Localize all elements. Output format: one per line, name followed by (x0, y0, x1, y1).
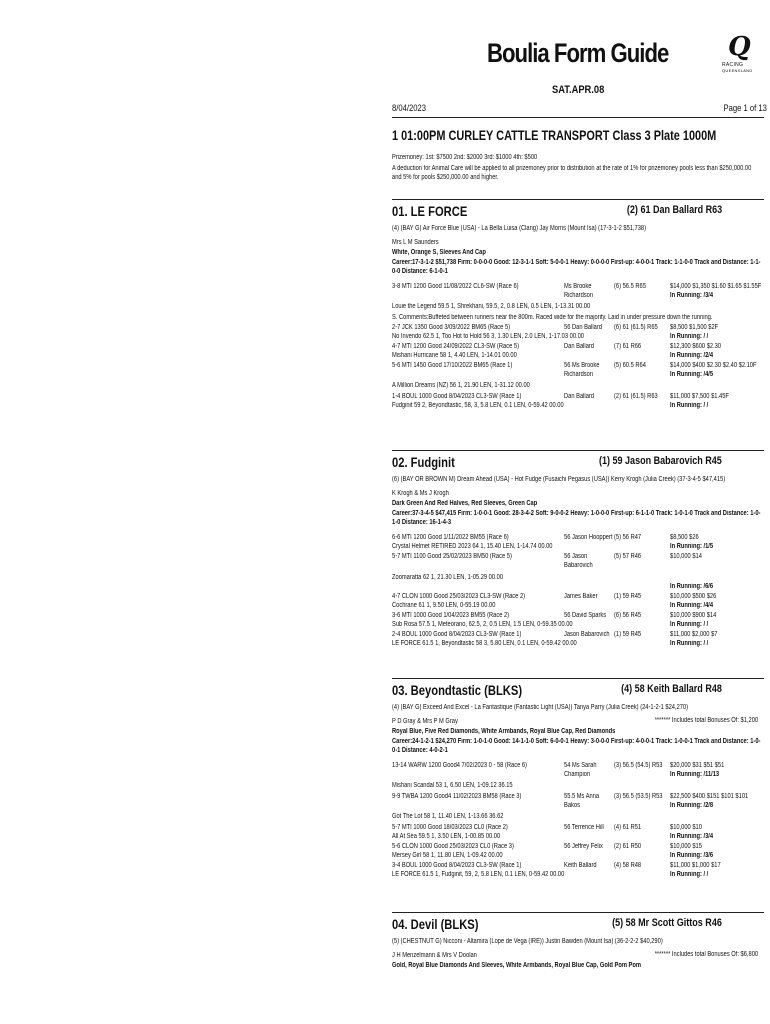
horse-breeding: (4) (BAY G) Air Force Blue (USA) - La Bella Luisa (Clang) Jay Morris (Mount Isa) (17-3-1-2 $51,738) (392, 225, 647, 232)
form-run-row-continued (392, 561, 764, 570)
run-details: 13-14 WARW 1200 Good4 7/02/2023 0 - 58 (Race 6) (392, 762, 527, 769)
form-run-note-row (392, 381, 764, 390)
run-prize: $11,000 $7,500 $1.45F (670, 393, 729, 400)
run-prize: $10,000 $10 (670, 824, 702, 831)
run-barrier: (2) 61 (61.5) R63 (614, 393, 658, 400)
run-note: LE FORCE 61.5 1, Fudginit, 59, 2, 5.8 LEN, 0.1 LEN, 0-59.42 00.00 (392, 871, 565, 878)
run-jockey: 56 Dan Ballard (564, 324, 602, 331)
form-run-row (392, 361, 764, 370)
run-details: 6-6 MTI 1200 Good 1/11/2022 BM55 (Race 6) (392, 534, 509, 541)
run-barrier: (2) 61 R50 (614, 843, 642, 850)
form-run-row-running (392, 582, 764, 591)
run-note: Mishani Hurricane 58 1, 4.40 LEN, 1-14.01 00.00 (392, 352, 517, 359)
run-jockey: Keith Ballard (564, 862, 597, 869)
run-prize: $10,000 $900 $14 (670, 612, 717, 619)
race-title: 1 01:00PM CURLEY CATTLE TRANSPORT Class 3 Plate 1000M (392, 127, 717, 143)
horse-jockey: (5) 58 Mr Scott Gittos R46 (612, 917, 722, 929)
form-run-row-running (392, 601, 764, 610)
run-in-running: In Running: / / (670, 621, 709, 628)
form-run-note-row (392, 302, 764, 311)
run-barrier: (3) 56.5 (53.5) R53 (614, 793, 663, 800)
horse-colours: Gold, Royal Blue Diamonds And Sleeves, White Armbands, Royal Blue Cap, Gold Pom Pom (392, 962, 641, 969)
form-run-row (392, 342, 764, 351)
run-details: 4-7 MTI 1200 Good 24/09/2022 CL3-SW (Race 5) (392, 343, 519, 350)
run-barrier: (4) 61 R51 (614, 824, 642, 831)
form-run-row-running (392, 332, 764, 341)
run-details: 9-9 TWBA 1200 Good4 11/02/2023 BM58 (Race 3) (392, 793, 522, 800)
run-note: No Invendo 62.5 1, Too Hot to Hold 56 3, 1.30 LEN, 2.0 LEN, 1-17.03 00.00 (392, 333, 585, 340)
horse-career: Career:24-1-2-1 $24,270 Firm: 1-0-1-0 Good: 14-1-1-0 Soft: 6-0-0-1 Heavy: 3-0-0-0 First-up: 4-0-0-1 Track: 1-0-0-1 Track and Distance: 1-0-0-1 Distance: 4-0-2-1 (392, 738, 761, 754)
horse-owner: K Krogh & Ms J Krogh (392, 490, 449, 497)
run-details: 3-8 MTI 1200 Good 11/08/2022 CL6-SW (Race 6) (392, 283, 519, 290)
run-note: A Million Dreams (NZ) 56 1, 21.90 LEN, 1-31.12 00.00 (392, 382, 530, 389)
run-barrier: (5) 60.5 R64 (614, 362, 646, 369)
run-barrier: (6) 56 R45 (614, 612, 642, 619)
run-details: 5-7 MTI 1000 Good 18/03/2023 CL0 (Race 2) (392, 824, 508, 831)
run-prize: $8,500 $1,500 $2F (670, 324, 719, 331)
horse-name: 04. Devil (BLKS) (392, 916, 479, 932)
run-in-running: In Running: / / (670, 402, 709, 409)
run-jockey: 56 Jason Hooppert (564, 534, 613, 541)
form-run-row-running (392, 351, 764, 360)
deduction-note: A deduction for Animal Care will be applied to all prizemoney prior to distribution at the rate of 1% for prizemoney pools less than $250,000.00 and 5% for pools $250,000.00 and higher. (392, 165, 752, 181)
run-in-running: In Running: /4/5 (670, 371, 714, 378)
run-jockey: Ms Brooke (564, 283, 592, 290)
run-details: S. Comments:Buffeted between runners near the 800m. Raced wide for the majority. Laid in under pressure down the running. (392, 314, 713, 321)
run-note: Cochrane 61 1, 9.50 LEN, 0-55.19 00.00 (392, 602, 496, 609)
form-run-row (392, 823, 764, 832)
horse-name: 03. Beyondtastic (BLKS) (392, 682, 523, 698)
run-note: All At Sea 59.5 1, 3.50 LEN, 1-00.85 00.00 (392, 833, 501, 840)
run-in-running: In Running: /11/13 (670, 771, 720, 778)
run-barrier: (5) 56 R47 (614, 534, 642, 541)
run-barrier: (7) 61 R66 (614, 343, 642, 350)
horse-colours: Dark Green And Red Halves, Red Sleeves, Green Cap (392, 500, 538, 507)
run-prize: $12,300 $600 $2.30 (670, 343, 722, 350)
horse-jockey: (2) 61 Dan Ballard R63 (626, 204, 722, 216)
form-run-row-running (392, 542, 764, 551)
horse-divider (392, 912, 764, 913)
form-run-row (392, 573, 764, 582)
horse-colours: Royal Blue, Five Red Diamonds, White Armbands, Royal Blue Cap, Red Diamonds (392, 728, 616, 735)
run-jockey: 56 Jason (564, 553, 588, 560)
horse-owner: P D Gray & Mrs P M Gray (392, 718, 458, 725)
run-in-running: In Running: /6/6 (670, 583, 714, 590)
run-barrier: (1) 59 R45 (614, 631, 642, 638)
form-run-row (392, 313, 764, 322)
run-note: Sub Rosa 57.5 1, Meteorano, 62.5, 2, 0.5 LEN, 1.5 LEN, 0-59.35 00.00 (392, 621, 573, 628)
form-run-row-running (392, 620, 764, 629)
form-run-row (392, 552, 764, 561)
run-details: 5-6 CLON 1000 Good 25/03/2023 CL0 (Race 3) (392, 843, 514, 850)
form-run-row-running (392, 401, 764, 410)
horse-jockey: (4) 58 Keith Ballard R48 (621, 683, 722, 695)
horse-breeding: (4) (BAY G) Exceed And Excel - La Fantastique (Fantastic Light (USA)) Tanya Parry (Julia Creek) (24-1-2-1 $24,270) (392, 704, 689, 711)
run-in-running: In Running: /3/4 (670, 292, 714, 299)
run-barrier: (3) 56.5 (54.5) R53 (614, 762, 663, 769)
run-details: 1-4 BOUL 1000 Good 8/04/2023 CL3-SW (Race 1) (392, 393, 522, 400)
form-run-row (392, 592, 764, 601)
run-in-running: In Running: /3/4 (670, 833, 714, 840)
run-jockey: 56 Terrence Hill (564, 824, 604, 831)
run-jockey-continued: Richardson (564, 292, 594, 299)
run-in-running: In Running: /4/4 (670, 602, 714, 609)
run-in-running: In Running: / / (670, 333, 709, 340)
logo-subtext: QUEENSLAND (722, 68, 753, 73)
printed-date: 8/04/2023 (392, 103, 427, 113)
form-run-note-row (392, 812, 764, 821)
run-details: 2-4 BOUL 1000 Good 8/04/2023 CL3-SW (Race 1) (392, 631, 522, 638)
run-note: Fudginit 59 2, Beyondtastic, 58, 3, 5.8 LEN, 0.1 LEN, 0-59.42 00.00 (392, 402, 564, 409)
horse-colours: White, Orange S, Sleeves And Cap (392, 249, 486, 256)
run-details: Zoomaratta 62 1, 21.30 LEN, 1-05.29 00.00 (392, 574, 504, 581)
run-in-running: In Running: /2/8 (670, 802, 714, 809)
form-run-row-running (392, 851, 764, 860)
horse-bonus: ******* Includes total Bonuses Of: $6,800 (654, 951, 758, 958)
run-jockey-continued: Babarovich (564, 562, 593, 569)
page-number: Page 1 of 13 (723, 103, 767, 113)
run-prize: $20,000 $31 $51 $51 (670, 762, 725, 769)
run-jockey: James Baker (564, 593, 598, 600)
form-run-row-continued (392, 370, 764, 379)
run-jockey: 55.5 Ms Anna (564, 793, 600, 800)
horse-breeding: (6) (BAY OR BROWN M) Dream Ahead (USA) - Hot Fudge (Fusaichi Pegasus (USA)) Kerry Krogh (Julia Creek) (37-3-4-5 $47,415) (392, 476, 726, 483)
form-run-row (392, 842, 764, 851)
run-in-running: In Running: / / (670, 640, 709, 647)
horse-divider (392, 450, 764, 451)
run-note: Got The Lot 58 1, 11.40 LEN, 1-13.66 36.62 (392, 813, 504, 820)
form-guide-page (392, 0, 767, 1024)
form-run-row (392, 392, 764, 401)
run-prize: $14,000 $1,350 $1.60 $1.65 $1.55F (670, 283, 762, 290)
logo-q-icon: Q (728, 32, 751, 62)
horse-breeding: (5) (CHESTNUT G) Nicconi - Altamira (Lope de Vega (IRE)) Justin Bawden (Mount Isa) (36-2-2-2 $40,290) (392, 938, 663, 945)
form-run-row (392, 533, 764, 542)
run-note: Louie the Legend 59.5 1, Shrekhani, 59.5, 2, 0.8 LEN, 0.5 LEN, 1-13.31 00.00 (392, 303, 591, 310)
run-note: Mersey Girl 58 1, 11.80 LEN, 1-09.42 00.00 (392, 852, 503, 859)
run-barrier: (4) 58 R48 (614, 862, 642, 869)
run-barrier: (1) 59 R45 (614, 593, 642, 600)
run-jockey-continued: Bakos (564, 802, 580, 809)
form-run-row (392, 761, 764, 770)
run-prize: $10,000 $15 (670, 843, 702, 850)
run-barrier: (6) 56.5 R65 (614, 283, 646, 290)
run-prize: $14,000 $400 $2.30 $2.40 $2.10F (670, 362, 757, 369)
run-details: 3-6 MTI 1000 Good 1/04/2023 BM55 (Race 2) (392, 612, 510, 619)
run-jockey: 56 David Sparks (564, 612, 607, 619)
form-run-row-running (392, 832, 764, 841)
horse-career: Career:17-3-1-2 $51,738 Firm: 0-0-0-0 Good: 12-3-1-1 Soft: 5-0-0-1 Heavy: 0-0-0-0 First-up: 4-0-0-1 Track: 1-1-0-0 Track and Distance: 1-1-0-0 Distance: 6-1-0-1 (392, 259, 761, 275)
run-barrier: (5) 57 R46 (614, 553, 642, 560)
horse-career: Career:37-3-4-5 $47,415 Firm: 1-0-0-1 Good: 28-3-4-2 Soft: 9-0-0-2 Heavy: 1-0-0-0 First-up: 6-1-1-0 Track: 1-0-1-0 Track and Distance: 1-0-1-0 Distance: 16-1-4-3 (392, 510, 761, 526)
run-note: Crystal Helmet RETIRED 2023 64 1, 15.40 LEN, 1-14.74 00.00 (392, 543, 553, 550)
horse-divider (392, 678, 764, 679)
run-note: Mishani Scandal 53 1, 6.50 LEN, 1-09.12 36.15 (392, 782, 513, 789)
run-barrier: (6) 61 (61.5) R65 (614, 324, 658, 331)
form-run-row-running (392, 639, 764, 648)
run-prize: $11,000 $2,000 $7 (670, 631, 718, 638)
run-jockey-continued: Champion (564, 771, 591, 778)
run-details: 3-4 BOUL 1000 Good 8/04/2023 CL3-SW (Race 1) (392, 862, 522, 869)
run-prize: $10,000 $500 $26 (670, 593, 717, 600)
run-in-running: In Running: /2/4 (670, 352, 714, 359)
run-details: 4-7 CLON 1000 Good 25/03/2023 CL3-SW (Race 2) (392, 593, 526, 600)
form-run-row (392, 861, 764, 870)
run-jockey: Dan Ballard (564, 343, 594, 350)
run-prize: $10,000 $14 (670, 553, 702, 560)
run-jockey: 56 Jeffrey Felix (564, 843, 603, 850)
horse-divider (392, 199, 764, 200)
horse-owner: J H Menzelmann & Mrs V Doolan (392, 952, 477, 959)
form-run-row (392, 611, 764, 620)
horse-name: 01. LE FORCE (392, 203, 468, 219)
form-run-row-running (392, 870, 764, 879)
run-in-running: In Running: / / (670, 871, 709, 878)
form-run-row-continued (392, 801, 764, 810)
horse-jockey: (1) 59 Jason Babarovich R45 (599, 455, 722, 467)
prizemoney: Prizemoney: 1st: $7500 2nd: $2000 3rd: $1000 4th: $500 (392, 154, 538, 161)
run-details: 2-7 JCK 1350 Good 3/09/2022 BM65 (Race 5) (392, 324, 511, 331)
run-in-running: In Running: /3/6 (670, 852, 714, 859)
form-run-row (392, 792, 764, 801)
form-run-row-continued (392, 770, 764, 779)
run-details: 5-6 MTI 1450 Good 17/10/2022 BM65 (Race 1) (392, 362, 513, 369)
horse-bonus: ******* Includes total Bonuses Of: $1,200 (654, 717, 758, 724)
run-in-running: In Running: /1/5 (670, 543, 714, 550)
form-run-row (392, 282, 764, 291)
form-run-note-row (392, 781, 764, 790)
run-jockey: Jason Babarovich (564, 631, 610, 638)
run-details: 5-7 MTI 1100 Good 25/02/2023 BM50 (Race 5) (392, 553, 512, 560)
form-run-row-continued (392, 291, 764, 300)
run-note: LE FORCE 61.5 1, Beyondtastic 58 3, 5.80 LEN, 0.1 LEN, 0-59.42 00.00 (392, 640, 577, 647)
horse-owner: Mrs L M Saunders (392, 239, 439, 246)
run-prize: $8,500 $26 (670, 534, 699, 541)
horse-name: 02. Fudginit (392, 454, 455, 470)
run-prize: $11,000 $1,000 $17 (670, 862, 721, 869)
form-run-row (392, 630, 764, 639)
run-jockey-continued: Richardson (564, 371, 594, 378)
run-prize: $22,500 $400 $151 $101 $101 (670, 793, 749, 800)
page-title: Boulia Form Guide (487, 38, 669, 68)
racing-queensland-logo (722, 32, 762, 78)
form-run-row (392, 323, 764, 332)
logo-text: RACING (722, 62, 744, 68)
run-jockey: Dan Ballard (564, 393, 594, 400)
run-jockey: 56 Ms Brooke (564, 362, 600, 369)
header-divider (392, 117, 764, 118)
run-jockey: 54 Ms Sarah (564, 762, 597, 769)
race-date: SAT.APR.08 (552, 84, 605, 96)
